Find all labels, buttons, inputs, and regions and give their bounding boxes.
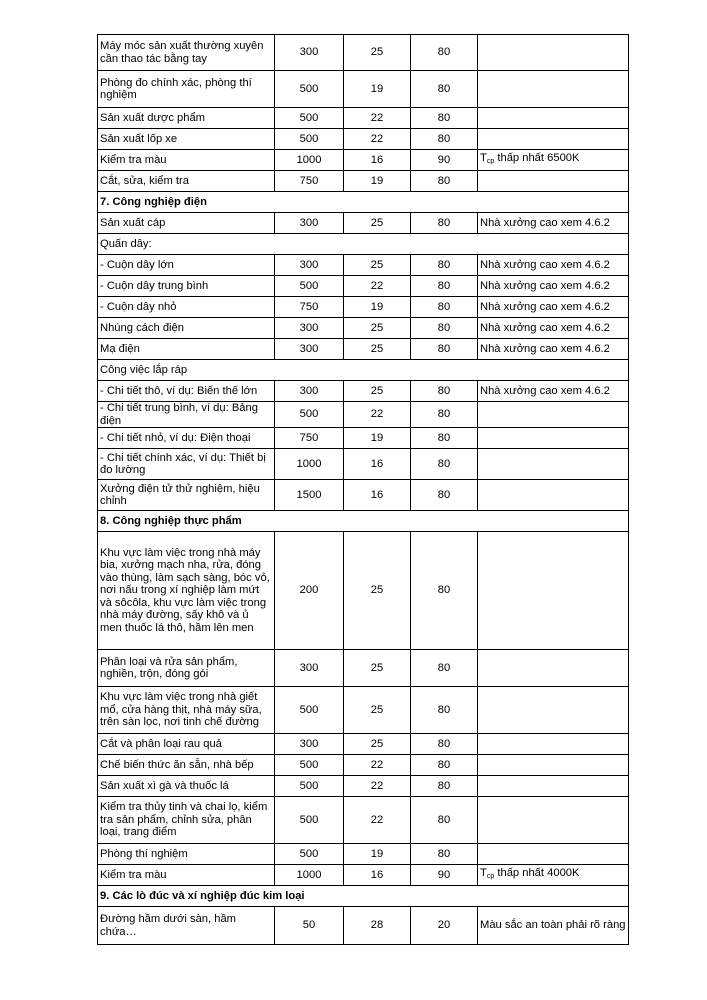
note-cell: Nhà xưởng cao xem 4.6.2 (478, 297, 629, 318)
color-rendering-value: 80 (411, 844, 478, 865)
table-row (98, 449, 629, 480)
illuminance-value: 500 (275, 755, 344, 776)
glare-rating-value: 22 (344, 108, 411, 129)
table-row (98, 297, 629, 318)
illuminance-value: 750 (275, 428, 344, 449)
note-cell: Màu sắc an toàn phải rõ ràng (478, 907, 629, 945)
glare-rating-value: 19 (344, 71, 411, 108)
color-rendering-value: 80 (411, 650, 478, 687)
table-row (98, 844, 629, 865)
glare-rating-value: 22 (344, 797, 411, 844)
glare-rating-value: 28 (344, 907, 411, 945)
table-row (98, 35, 629, 71)
note-cell: Nhà xưởng cao xem 4.6.2 (478, 255, 629, 276)
activity-name: Đường hầm dưới sàn, hầm chứa… (98, 907, 275, 945)
color-rendering-value: 80 (411, 339, 478, 360)
activity-name: Phân loại và rửa sản phẩm, nghiền, trộn, đóng gói (98, 650, 275, 687)
note-cell (478, 755, 629, 776)
glare-rating-value: 19 (344, 297, 411, 318)
activity-name: Kiểm tra màu (98, 865, 275, 886)
activity-name: - Chi tiết trung bình, ví dụ: Bảng điện (98, 402, 275, 428)
table-row (98, 381, 629, 402)
color-rendering-value: 90 (411, 865, 478, 886)
color-rendering-value: 80 (411, 449, 478, 480)
illuminance-value: 500 (275, 71, 344, 108)
illuminance-value: 1000 (275, 449, 344, 480)
note-text: thấp nhất 6500K (494, 151, 580, 164)
note-cell: Nhà xưởng cao xem 4.6.2 (478, 339, 629, 360)
activity-name: - Chi tiết thô, ví dụ: Biến thế lớn (98, 381, 275, 402)
illuminance-value: 500 (275, 776, 344, 797)
table-row (98, 532, 629, 650)
note-cell (478, 108, 629, 129)
glare-rating-value: 25 (344, 318, 411, 339)
glare-rating-value: 25 (344, 213, 411, 234)
note-cell (478, 35, 629, 71)
illuminance-value: 300 (275, 318, 344, 339)
glare-rating-value: 25 (344, 255, 411, 276)
subheader-row (98, 360, 629, 381)
table-row (98, 402, 629, 428)
color-rendering-value: 90 (411, 150, 478, 171)
color-rendering-value: 80 (411, 428, 478, 449)
color-rendering-value: 80 (411, 532, 478, 650)
note-cell (478, 687, 629, 734)
note-cell (478, 129, 629, 150)
table-row (98, 428, 629, 449)
glare-rating-value: 19 (344, 428, 411, 449)
activity-name: Cắt, sửa, kiểm tra (98, 171, 275, 192)
glare-rating-value: 22 (344, 776, 411, 797)
note-cell: Nhà xưởng cao xem 4.6.2 (478, 381, 629, 402)
table-row (98, 339, 629, 360)
section-title: 8. Công nghiệp thực phẩm (98, 511, 629, 532)
activity-name: - Chi tiết chính xác, ví dụ: Thiết bị đo lường (98, 449, 275, 480)
table-row (98, 171, 629, 192)
glare-rating-value: 25 (344, 734, 411, 755)
activity-name: Khu vực làm việc trong nhà giết mổ, cửa hàng thịt, nhà máy sữa, trên sàn lọc, nơi tinh chế đường (98, 687, 275, 734)
color-rendering-value: 80 (411, 734, 478, 755)
glare-rating-value: 25 (344, 35, 411, 71)
activity-name: - Cuộn dây trung bình (98, 276, 275, 297)
activity-name: Sản xuất lốp xe (98, 129, 275, 150)
activity-name: Xưởng điện tử thử nghiệm, hiệu chỉnh (98, 480, 275, 511)
note-cell: Nhà xưởng cao xem 4.6.2 (478, 318, 629, 339)
glare-rating-value: 22 (344, 402, 411, 428)
color-rendering-value: 80 (411, 297, 478, 318)
activity-name: Sản xuất xì gà và thuốc lá (98, 776, 275, 797)
illuminance-value: 500 (275, 844, 344, 865)
glare-rating-value: 22 (344, 276, 411, 297)
illuminance-value: 300 (275, 255, 344, 276)
activity-name: Kiểm tra thủy tinh và chai lọ, kiểm tra sản phẩm, chỉnh sửa, phân loại, trang điểm (98, 797, 275, 844)
illuminance-value: 500 (275, 687, 344, 734)
color-rendering-value: 80 (411, 318, 478, 339)
color-rendering-value: 80 (411, 402, 478, 428)
section-row (98, 886, 629, 907)
note-cell (478, 776, 629, 797)
table-row (98, 907, 629, 945)
table-row (98, 734, 629, 755)
illuminance-value: 1000 (275, 865, 344, 886)
color-rendering-value: 80 (411, 276, 478, 297)
illuminance-value: 300 (275, 650, 344, 687)
note-symbol-subscript: cp (486, 872, 495, 880)
table-row (98, 776, 629, 797)
activity-name: - Cuộn dây lớn (98, 255, 275, 276)
illuminance-value: 500 (275, 276, 344, 297)
color-rendering-value: 80 (411, 797, 478, 844)
section-row (98, 511, 629, 532)
table-row (98, 687, 629, 734)
glare-rating-value: 22 (344, 755, 411, 776)
color-rendering-value: 80 (411, 480, 478, 511)
note-text: thấp nhất 4000K (494, 866, 580, 879)
activity-name: Nhúng cách điện (98, 318, 275, 339)
illuminance-value: 500 (275, 129, 344, 150)
note-cell (478, 150, 629, 171)
note-cell: Nhà xưởng cao xem 4.6.2 (478, 276, 629, 297)
illuminance-value: 200 (275, 532, 344, 650)
illuminance-value: 300 (275, 339, 344, 360)
subheader-label: Quấn dây: (98, 234, 629, 255)
illuminance-value: 50 (275, 907, 344, 945)
activity-name: Cắt và phân loại rau quả (98, 734, 275, 755)
note-cell: Nhà xưởng cao xem 4.6.2 (478, 213, 629, 234)
illuminance-value: 300 (275, 381, 344, 402)
glare-rating-value: 16 (344, 480, 411, 511)
note-cell (478, 480, 629, 511)
section-title: 7. Công nghiệp điện (98, 192, 629, 213)
glare-rating-value: 25 (344, 687, 411, 734)
illuminance-value: 750 (275, 297, 344, 318)
lighting-requirements-table (97, 34, 629, 945)
table-row (98, 797, 629, 844)
activity-name: Mạ điện (98, 339, 275, 360)
table-row (98, 129, 629, 150)
note-cell (478, 449, 629, 480)
activity-name: - Cuộn dây nhỏ (98, 297, 275, 318)
illuminance-value: 1000 (275, 150, 344, 171)
color-rendering-value: 80 (411, 71, 478, 108)
glare-rating-value: 16 (344, 150, 411, 171)
note-cell (478, 734, 629, 755)
glare-rating-value: 22 (344, 129, 411, 150)
activity-name: Phòng thí nghiệm (98, 844, 275, 865)
activity-name: Kiểm tra màu (98, 150, 275, 171)
note-cell (478, 797, 629, 844)
note-cell (478, 844, 629, 865)
glare-rating-value: 25 (344, 532, 411, 650)
note-symbol: T (480, 151, 487, 164)
table-row (98, 318, 629, 339)
illuminance-value: 500 (275, 108, 344, 129)
glare-rating-value: 16 (344, 449, 411, 480)
color-rendering-value: 20 (411, 907, 478, 945)
subheader-label: Công việc lắp ráp (98, 360, 629, 381)
color-rendering-value: 80 (411, 171, 478, 192)
activity-name: Phòng đo chính xác, phòng thí nghiệm (98, 71, 275, 108)
table-row (98, 865, 629, 886)
note-cell (478, 650, 629, 687)
table-row (98, 108, 629, 129)
glare-rating-value: 25 (344, 650, 411, 687)
illuminance-value: 300 (275, 35, 344, 71)
color-rendering-value: 80 (411, 35, 478, 71)
activity-name: Chế biến thức ăn sẵn, nhà bếp (98, 755, 275, 776)
note-cell (478, 428, 629, 449)
table-body (98, 35, 629, 945)
color-rendering-value: 80 (411, 255, 478, 276)
color-rendering-value: 80 (411, 213, 478, 234)
illuminance-value: 1500 (275, 480, 344, 511)
activity-name: Sản xuất dược phẩm (98, 108, 275, 129)
color-rendering-value: 80 (411, 108, 478, 129)
activity-name: - Chi tiết nhỏ, ví dụ: Điện thoại (98, 428, 275, 449)
glare-rating-value: 19 (344, 171, 411, 192)
table-row (98, 276, 629, 297)
illuminance-value: 750 (275, 171, 344, 192)
color-rendering-value: 80 (411, 381, 478, 402)
glare-rating-value: 19 (344, 844, 411, 865)
note-cell (478, 402, 629, 428)
note-cell (478, 532, 629, 650)
color-rendering-value: 80 (411, 687, 478, 734)
color-rendering-value: 80 (411, 129, 478, 150)
table-row (98, 213, 629, 234)
note-cell (478, 171, 629, 192)
note-cell (478, 865, 629, 886)
section-row (98, 192, 629, 213)
glare-rating-value: 25 (344, 339, 411, 360)
table-row (98, 150, 629, 171)
table-row (98, 755, 629, 776)
color-rendering-value: 80 (411, 776, 478, 797)
activity-name: Khu vực làm việc trong nhà máy bia, xưởng mạch nha, rửa, đóng vào thùng, làm sạch sàng, bóc vỏ, nơi nấu trong xí nghiệp làm mứt và sôcôla, khu vực làm việc trong nhà máy đường, sấy khô và ủ men thuốc lá thô, hầm lên men (98, 532, 275, 650)
color-rendering-value: 80 (411, 755, 478, 776)
table-row (98, 650, 629, 687)
illuminance-value: 500 (275, 797, 344, 844)
glare-rating-value: 16 (344, 865, 411, 886)
note-symbol: T (480, 866, 487, 879)
illuminance-value: 300 (275, 734, 344, 755)
activity-name: Máy móc sản xuất thường xuyên cần thao tác bằng tay (98, 35, 275, 71)
note-symbol-subscript: cp (486, 157, 495, 165)
note-cell (478, 71, 629, 108)
table-row (98, 480, 629, 511)
table-row (98, 71, 629, 108)
illuminance-value: 300 (275, 213, 344, 234)
glare-rating-value: 25 (344, 381, 411, 402)
section-title: 9. Các lò đúc và xí nghiệp đúc kim loại (98, 886, 629, 907)
subheader-row (98, 234, 629, 255)
activity-name: Sản xuất cáp (98, 213, 275, 234)
table-row (98, 255, 629, 276)
illuminance-value: 500 (275, 402, 344, 428)
